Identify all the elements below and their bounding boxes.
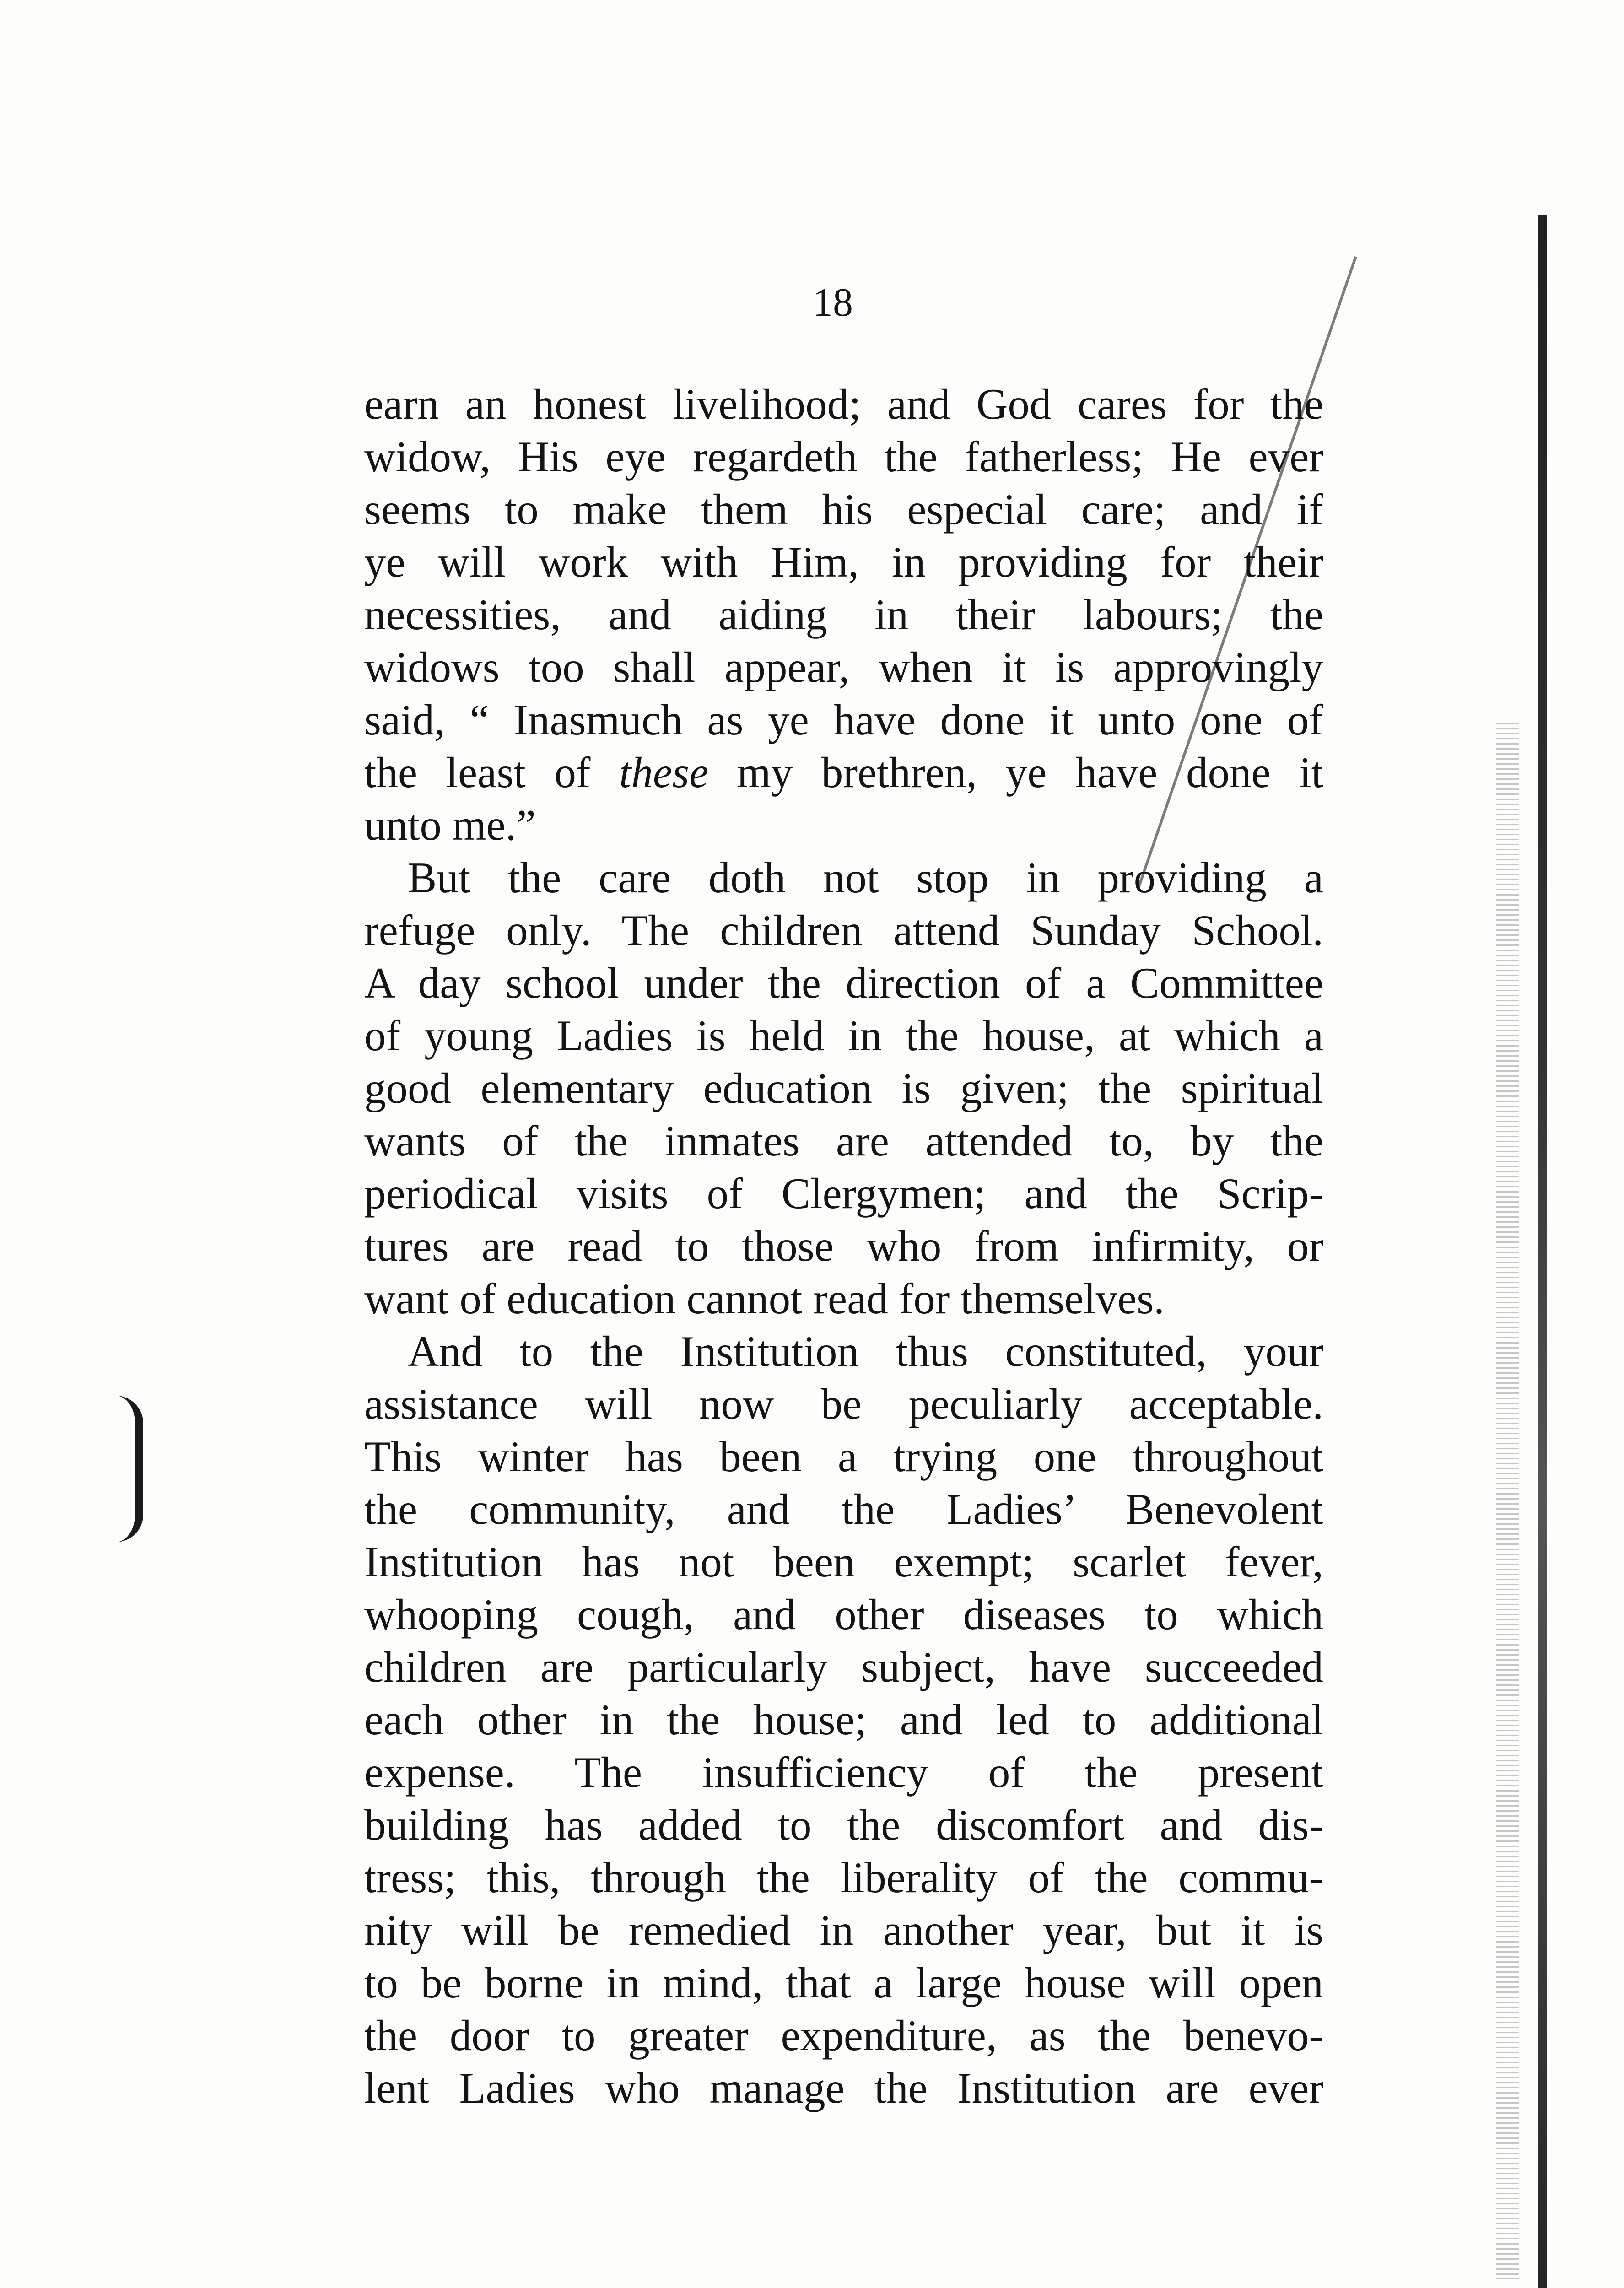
text-line: children are particularly subject, have succeeded <box>364 1643 1323 1691</box>
text-line: A day school under the direction of a Committee <box>364 959 1323 1007</box>
text-line: refuge only. The children attend Sunday School. <box>364 906 1323 955</box>
text-line: tress; this, through the liberality of the commu- <box>364 1853 1323 1902</box>
text-line: periodical visits of Clergymen; and the Scrip- <box>364 1169 1323 1218</box>
italic-word: these <box>619 748 709 797</box>
text-line: earn an honest livelihood; and God cares for the <box>364 380 1323 428</box>
text-line: lent Ladies who manage the Institution are ever <box>364 2064 1323 2112</box>
text-line: widow, His eye regardeth the fatherless; He ever <box>364 432 1323 481</box>
text-line: nity will be remedied in another year, but it is <box>364 1906 1323 1954</box>
binding-edge-shadow <box>1538 215 1547 2288</box>
text-line: want of education cannot read for themselves. <box>364 1274 1165 1323</box>
text-segment: my brethren, ye have done it <box>708 748 1323 797</box>
text-line: good elementary education is given; the spiritual <box>364 1064 1323 1112</box>
text-line: to be borne in mind, that a large house will open <box>364 1959 1323 2007</box>
body-text <box>364 378 1323 2115</box>
text-line: of young Ladies is held in the house, at which a <box>364 1011 1323 1060</box>
text-line: This winter has been a trying one throughout <box>364 1432 1323 1481</box>
binding-noise <box>1496 723 1519 2279</box>
text-segment: the least of <box>364 748 620 797</box>
text-line: widows too shall appear, when it is approvingly <box>364 643 1323 691</box>
text-line: seems to make them his especial care; and if <box>364 485 1323 534</box>
margin-bracket-mark <box>80 1396 143 1542</box>
text-line <box>364 746 1323 799</box>
text-line: Institution has not been exempt; scarlet fever, <box>364 1538 1323 1586</box>
page-number: 18 <box>813 281 853 325</box>
text-line: the community, and the Ladies’ Benevolent <box>364 1485 1323 1533</box>
text-line: whooping cough, and other diseases to which <box>364 1590 1323 1639</box>
text-line: But the care doth not stop in providing a <box>408 853 1323 902</box>
text-line: unto me.” <box>364 801 536 849</box>
text-line: wants of the inmates are attended to, by the <box>364 1117 1323 1165</box>
text-line: the door to greater expenditure, as the benevo- <box>364 2011 1323 2060</box>
text-line: each other in the house; and led to additional <box>364 1695 1323 1744</box>
text-line: ye will work with Him, in providing for their <box>364 538 1323 586</box>
text-line: said, “ Inasmuch as ye have done it unto one of <box>364 696 1323 744</box>
text-line: expense. The insufficiency of the present <box>364 1748 1323 1797</box>
text-line: tures are read to those who from infirmity, or <box>364 1222 1323 1270</box>
text-line: And to the Institution thus constituted, your <box>408 1327 1323 1376</box>
text-line: necessities, and aiding in their labours; the <box>364 590 1323 639</box>
text-line: building has added to the discomfort and dis- <box>364 1801 1323 1849</box>
text-line: assistance will now be peculiarly acceptable. <box>364 1380 1323 1428</box>
